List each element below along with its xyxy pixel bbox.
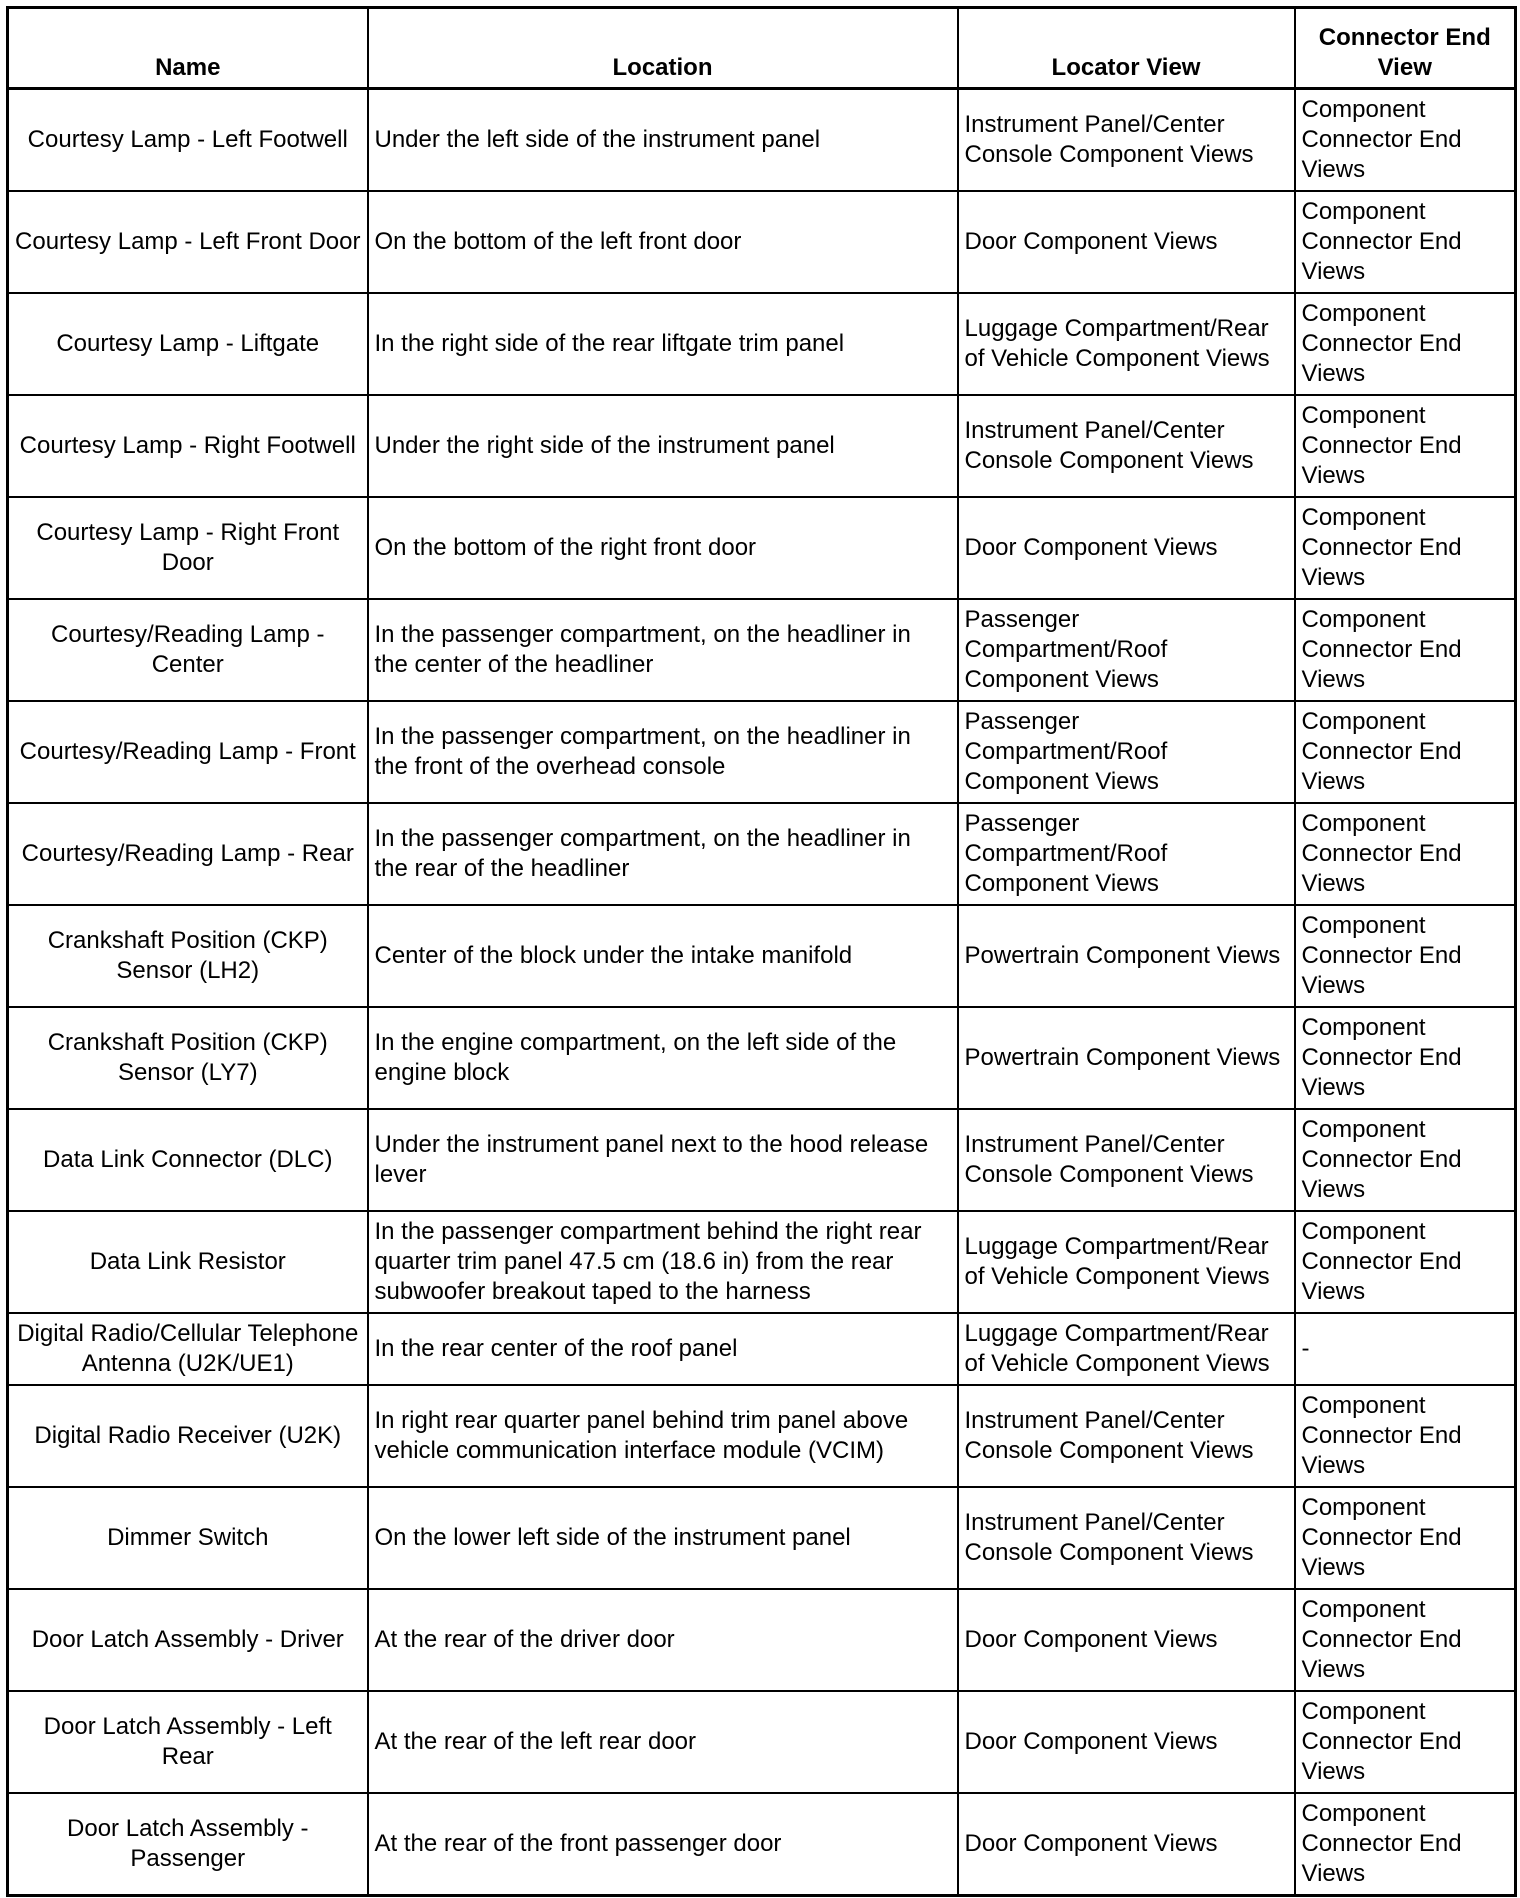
cell-location: Under the instrument panel next to the hood release lever: [368, 1109, 958, 1211]
cell-connector-end-view: Component Connector End Views: [1295, 1385, 1516, 1487]
header-connector-end-view: Connector End View: [1295, 8, 1516, 89]
table-row: [8, 1109, 1516, 1211]
cell-location: Center of the block under the intake manifold: [368, 905, 958, 1007]
table-row: [8, 1211, 1516, 1313]
cell-locator-view: Door Component Views: [958, 191, 1295, 293]
cell-location: Under the left side of the instrument panel: [368, 89, 958, 192]
cell-connector-end-view: Component Connector End Views: [1295, 1589, 1516, 1691]
table-row: [8, 1007, 1516, 1109]
cell-location: At the rear of the driver door: [368, 1589, 958, 1691]
cell-locator-view: Instrument Panel/Center Console Component Views: [958, 1487, 1295, 1589]
cell-locator-view: Door Component Views: [958, 497, 1295, 599]
table-row: [8, 89, 1516, 192]
cell-location: On the bottom of the left front door: [368, 191, 958, 293]
cell-name: Data Link Resistor: [8, 1211, 368, 1313]
cell-locator-view: Passenger Compartment/Roof Component Views: [958, 701, 1295, 803]
cell-location: In the rear center of the roof panel: [368, 1313, 958, 1385]
cell-locator-view: Luggage Compartment/Rear of Vehicle Component Views: [958, 1313, 1295, 1385]
cell-locator-view: Luggage Compartment/Rear of Vehicle Component Views: [958, 1211, 1295, 1313]
cell-location: In the passenger compartment, on the headliner in the center of the headliner: [368, 599, 958, 701]
component-locator-sheet: [6, 6, 1514, 1897]
cell-connector-end-view: Component Connector End Views: [1295, 701, 1516, 803]
header-name: Name: [8, 8, 368, 89]
cell-locator-view: Instrument Panel/Center Console Component Views: [958, 1109, 1295, 1211]
cell-name: Courtesy/Reading Lamp - Rear: [8, 803, 368, 905]
cell-connector-end-view: Component Connector End Views: [1295, 803, 1516, 905]
cell-name: Crankshaft Position (CKP) Sensor (LH2): [8, 905, 368, 1007]
table-row: [8, 1589, 1516, 1691]
header-location: Location: [368, 8, 958, 89]
table-row: [8, 701, 1516, 803]
table-row: [8, 1487, 1516, 1589]
cell-locator-view: Powertrain Component Views: [958, 1007, 1295, 1109]
header-row: [8, 8, 1516, 89]
cell-connector-end-view: Component Connector End Views: [1295, 1211, 1516, 1313]
cell-name: Dimmer Switch: [8, 1487, 368, 1589]
cell-connector-end-view: Component Connector End Views: [1295, 1691, 1516, 1793]
cell-location: On the bottom of the right front door: [368, 497, 958, 599]
cell-location: In the engine compartment, on the left side of the engine block: [368, 1007, 958, 1109]
cell-name: Digital Radio/Cellular Telephone Antenna (U2K/UE1): [8, 1313, 368, 1385]
cell-name: Digital Radio Receiver (U2K): [8, 1385, 368, 1487]
cell-locator-view: Door Component Views: [958, 1589, 1295, 1691]
cell-location: In the right side of the rear liftgate trim panel: [368, 293, 958, 395]
cell-name: Courtesy/Reading Lamp - Center: [8, 599, 368, 701]
table-row: [8, 905, 1516, 1007]
table-row: [8, 1691, 1516, 1793]
table-row: [8, 1385, 1516, 1487]
cell-name: Courtesy Lamp - Right Footwell: [8, 395, 368, 497]
cell-connector-end-view: Component Connector End Views: [1295, 293, 1516, 395]
cell-location: Under the right side of the instrument panel: [368, 395, 958, 497]
cell-connector-end-view: Component Connector End Views: [1295, 905, 1516, 1007]
cell-name: Courtesy Lamp - Left Front Door: [8, 191, 368, 293]
cell-location: On the lower left side of the instrument panel: [368, 1487, 958, 1589]
cell-connector-end-view: Component Connector End Views: [1295, 191, 1516, 293]
cell-locator-view: Passenger Compartment/Roof Component Views: [958, 599, 1295, 701]
cell-name: Door Latch Assembly - Passenger: [8, 1793, 368, 1896]
table-row: [8, 497, 1516, 599]
cell-name: Courtesy Lamp - Right Front Door: [8, 497, 368, 599]
cell-name: Data Link Connector (DLC): [8, 1109, 368, 1211]
cell-name: Door Latch Assembly - Driver: [8, 1589, 368, 1691]
cell-locator-view: Instrument Panel/Center Console Component Views: [958, 89, 1295, 192]
cell-name: Courtesy/Reading Lamp - Front: [8, 701, 368, 803]
cell-connector-end-view: -: [1295, 1313, 1516, 1385]
cell-locator-view: Luggage Compartment/Rear of Vehicle Component Views: [958, 293, 1295, 395]
table-row: [8, 1313, 1516, 1385]
table-row: [8, 1793, 1516, 1896]
cell-locator-view: Powertrain Component Views: [958, 905, 1295, 1007]
cell-location: In the passenger compartment, on the headliner in the front of the overhead console: [368, 701, 958, 803]
component-locator-table: [6, 6, 1517, 1897]
cell-connector-end-view: Component Connector End Views: [1295, 1007, 1516, 1109]
cell-connector-end-view: Component Connector End Views: [1295, 497, 1516, 599]
cell-location: At the rear of the front passenger door: [368, 1793, 958, 1896]
cell-name: Courtesy Lamp - Left Footwell: [8, 89, 368, 192]
cell-connector-end-view: Component Connector End Views: [1295, 395, 1516, 497]
cell-name: Courtesy Lamp - Liftgate: [8, 293, 368, 395]
cell-locator-view: Passenger Compartment/Roof Component Views: [958, 803, 1295, 905]
cell-connector-end-view: Component Connector End Views: [1295, 1487, 1516, 1589]
cell-location: In the passenger compartment, on the headliner in the rear of the headliner: [368, 803, 958, 905]
table-row: [8, 395, 1516, 497]
cell-connector-end-view: Component Connector End Views: [1295, 89, 1516, 192]
cell-locator-view: Door Component Views: [958, 1691, 1295, 1793]
header-locator-view: Locator View: [958, 8, 1295, 89]
table-row: [8, 599, 1516, 701]
cell-location: In right rear quarter panel behind trim panel above vehicle communication interface module (VCIM): [368, 1385, 958, 1487]
cell-locator-view: Instrument Panel/Center Console Component Views: [958, 1385, 1295, 1487]
table-row: [8, 191, 1516, 293]
cell-connector-end-view: Component Connector End Views: [1295, 599, 1516, 701]
cell-connector-end-view: Component Connector End Views: [1295, 1793, 1516, 1896]
cell-connector-end-view: Component Connector End Views: [1295, 1109, 1516, 1211]
cell-location: At the rear of the left rear door: [368, 1691, 958, 1793]
table-row: [8, 293, 1516, 395]
cell-locator-view: Door Component Views: [958, 1793, 1295, 1896]
cell-name: Door Latch Assembly - Left Rear: [8, 1691, 368, 1793]
cell-name: Crankshaft Position (CKP) Sensor (LY7): [8, 1007, 368, 1109]
table-row: [8, 803, 1516, 905]
cell-location: In the passenger compartment behind the right rear quarter trim panel 47.5 cm (18.6 in) from the rear subwoofer breakout taped to the harness: [368, 1211, 958, 1313]
cell-locator-view: Instrument Panel/Center Console Component Views: [958, 395, 1295, 497]
